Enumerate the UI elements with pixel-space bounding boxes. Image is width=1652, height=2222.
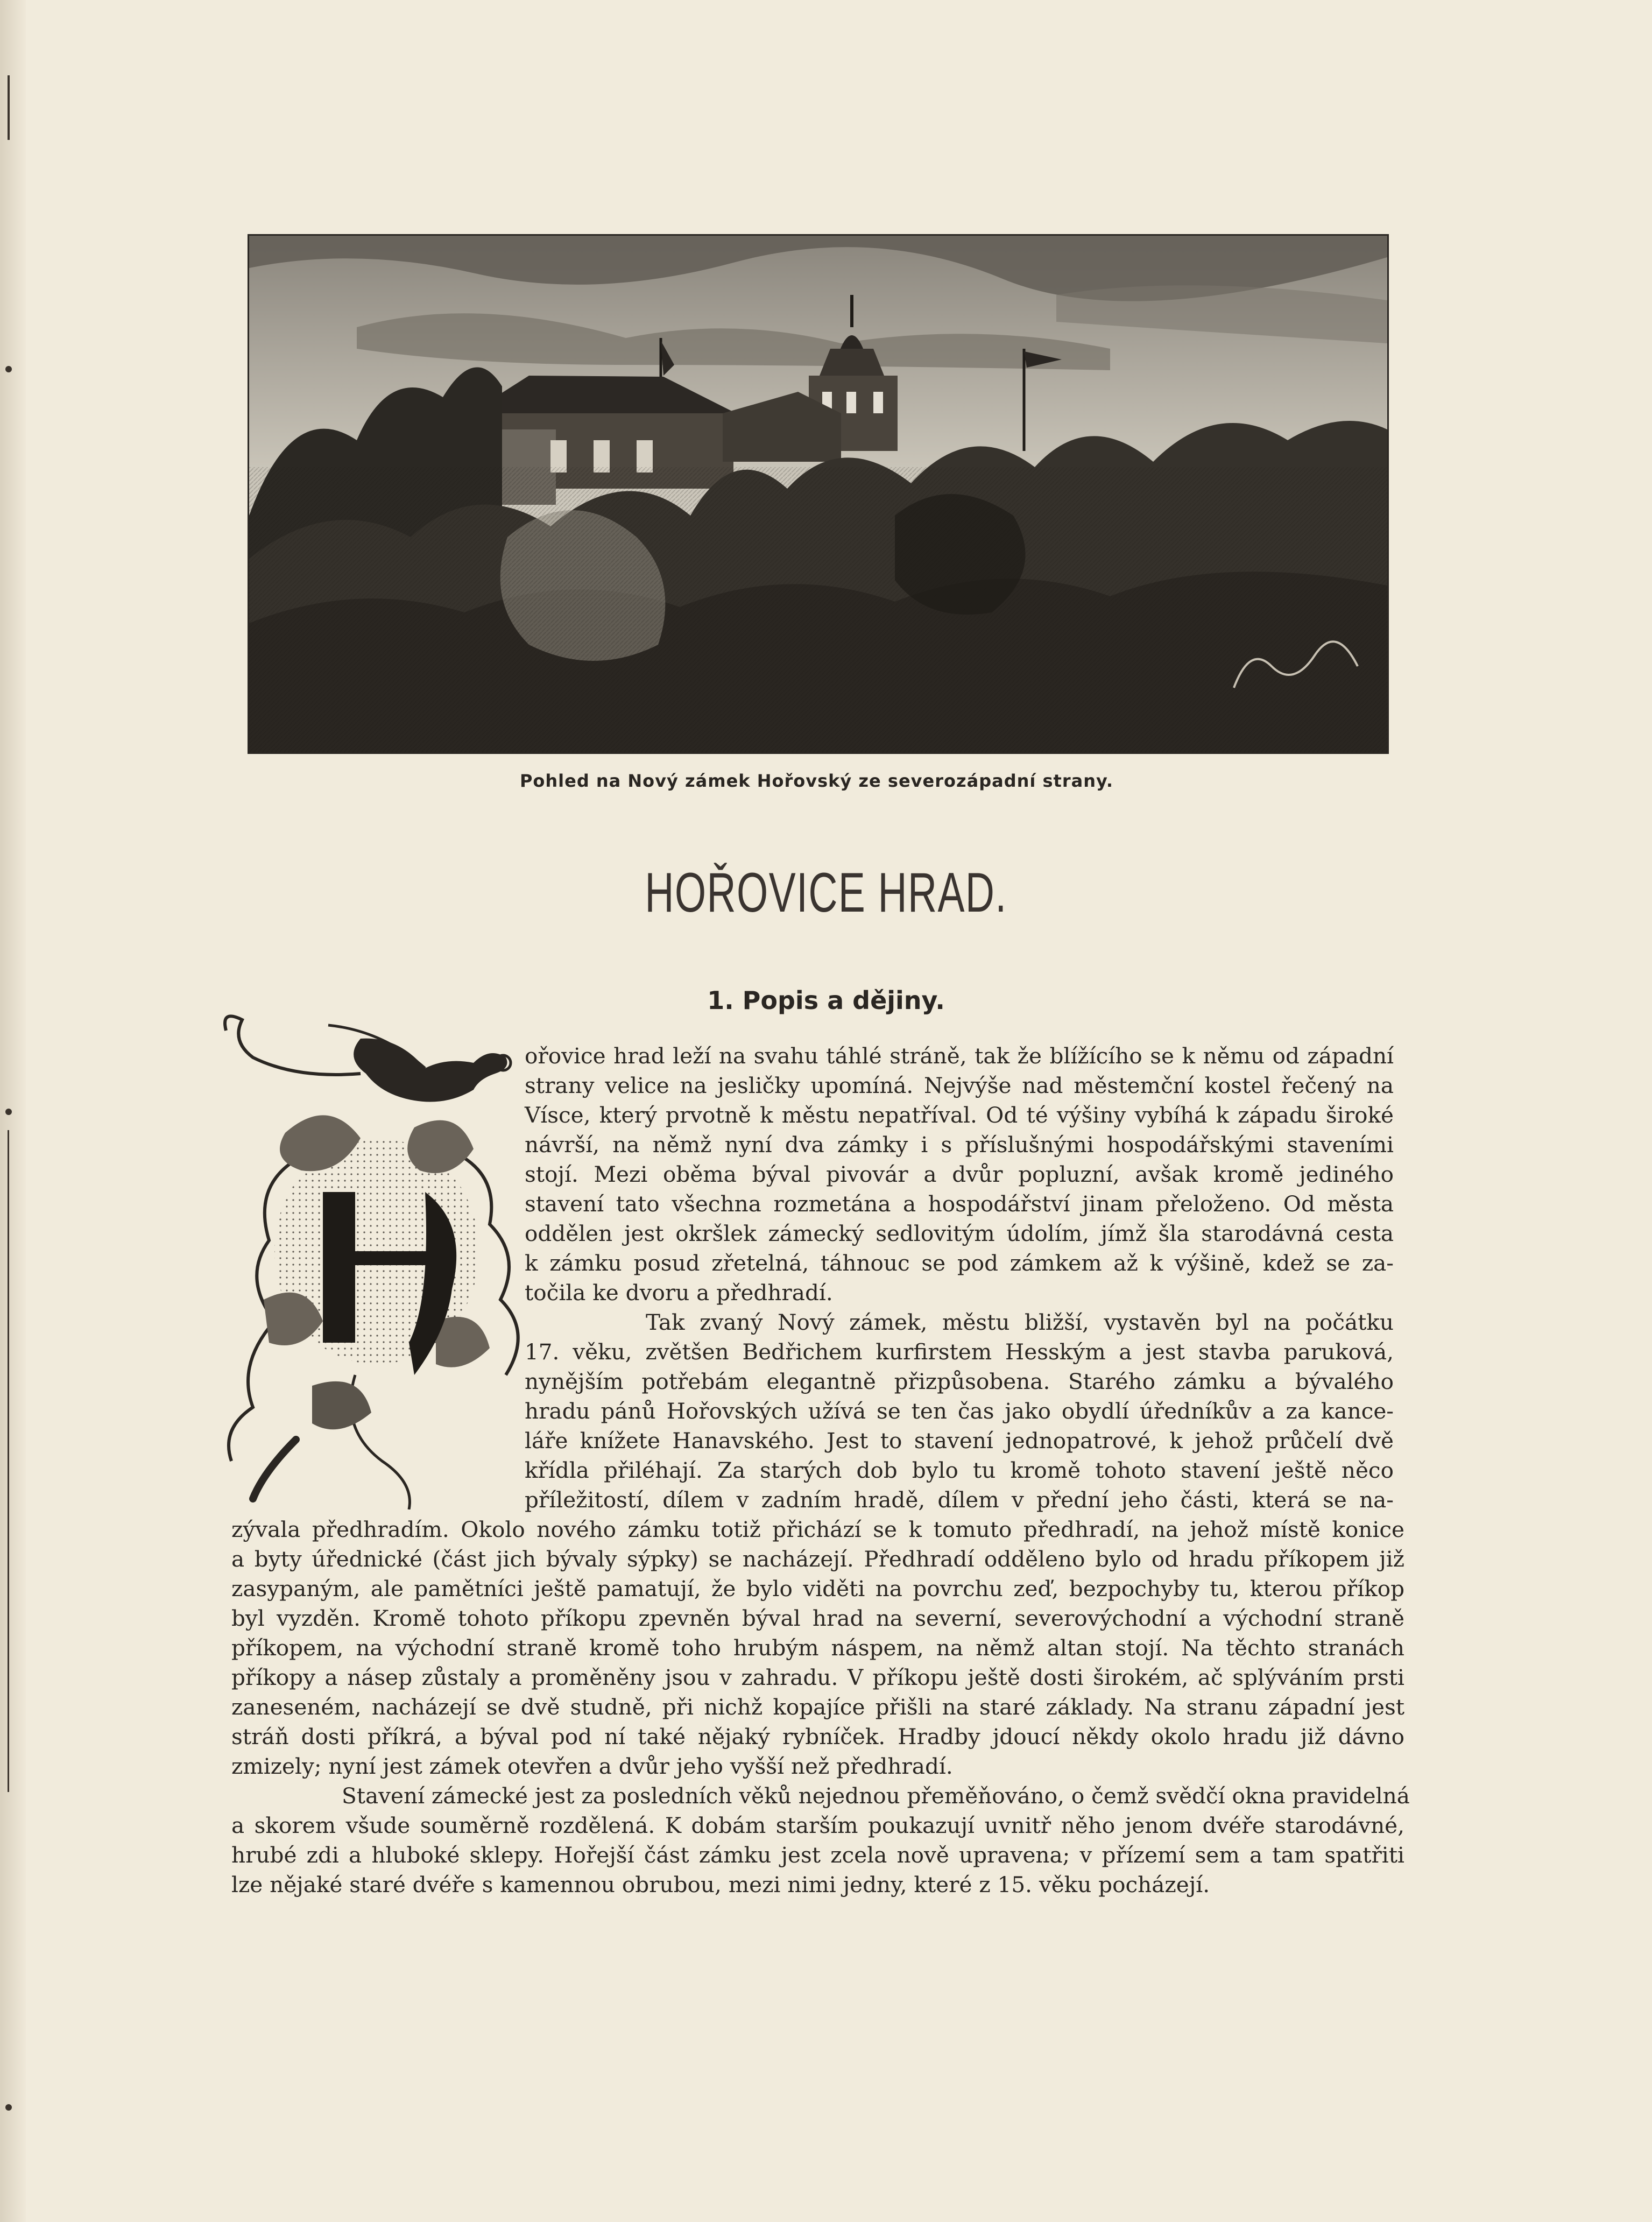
page-title: HOŘOVICE HRAD. — [645, 862, 1007, 924]
binding-mark — [8, 75, 10, 140]
text-line: stojí. Mezi oběma býval pivovár a dvůr popluzní, avšak kromě jediného — [525, 1161, 1394, 1187]
text-line: lze nějaké staré dvéře s kamennou obrubou, mezi nimi jedny, které z 15. věku pocházejí. — [231, 1872, 1210, 1897]
text-line: křídla přiléhají. Za starých dob bylo tu kromě tohoto stavení ještě něco — [525, 1457, 1394, 1483]
text-line: ořovice hrad leží na svahu táhlé stráně, tak že blížícího se k němu od západní — [525, 1043, 1394, 1069]
binding-mark — [8, 1130, 9, 1792]
text-line: zaneseném, nacházejí se dvě studně, při nichž kopajíce přišli na staré základy. Na stranu západní jest — [231, 1694, 1404, 1720]
text-line: příkopy a násep zůstaly a proměněny jsou v zahradu. V příkopu ještě dosti širokém, ač splýváním prsti — [231, 1664, 1404, 1690]
text-line: příležitostí, dílem v zadním hradě, dílem v přední jeho části, která se na- — [525, 1487, 1394, 1513]
section-heading: 1. Popis a dějiny. — [707, 986, 945, 1015]
castle-engraving-image — [249, 236, 1387, 752]
text-line: stavení tato všechna rozmetána a hospodářství jinam přeloženo. Od města — [525, 1191, 1394, 1217]
text-line: oddělen jest okršlek zámecký sedlovitým údolím, jímž šla starodávná cesta — [525, 1221, 1394, 1246]
ornamental-initial-h — [221, 998, 543, 1509]
text-line: Vísce, který prvotně k městu nepatříval. Od té výšiny vybíhá k západu široké — [525, 1102, 1394, 1128]
binding-dot — [5, 366, 12, 372]
page-edge — [0, 0, 26, 2222]
text-line: stráň dosti příkrá, a býval pod ní také nějaký rybníček. Hradby jdoucí někdy okolo hradu již dávno — [231, 1724, 1404, 1750]
text-line: nynějším potřebám elegantně přizpůsobena. Starého zámku a bývalého — [525, 1369, 1394, 1394]
text-line: a skorem všude souměrně rozdělená. K dobám starším poukazují uvnitř něho jenom dvéře starodávné, — [231, 1812, 1404, 1838]
text-line: byl vyzděn. Kromě tohoto příkopu zpevněn býval hrad na severní, severovýchodní a východní straně — [231, 1605, 1404, 1631]
text-line: 17. věku, zvětšen Bedřichem kurfirstem Hesským a jest stavba paruková, — [525, 1339, 1394, 1365]
binding-dot — [5, 1109, 12, 1115]
castle-engraving — [248, 234, 1389, 754]
drop-cap-initial — [221, 998, 543, 1509]
text-line: návrší, na němž nyní dva zámky i s příslušnými hospodářskými staveními — [525, 1132, 1394, 1158]
text-line: zmizely; nyní jest zámek otevřen a dvůr jeho vyšší než předhradí. — [231, 1753, 953, 1779]
text-line: hrubé zdi a hluboké sklepy. Hořejší část zámku jest zcela nově upravena; v přízemí sem a tam spatřiti — [231, 1842, 1404, 1868]
text-line: zasypaným, ale pamětníci ještě pamatují, že bylo viděti na povrchu zeď, bezpochyby tu, kterou příkop — [231, 1576, 1404, 1602]
text-line: hradu pánů Hořovských užívá se ten čas jako obydlí úředníkův a za kance- — [525, 1398, 1394, 1424]
figure-caption: Pohled na Nový zámek Hořovský ze severozápadní strany. — [519, 771, 1114, 791]
text-line: Tak zvaný Nový zámek, městu bližší, vystavěn byl na počátku — [646, 1309, 1394, 1335]
text-line: láře knížete Hanavského. Jest to stavení jednopatrové, k jehož průčelí dvě — [525, 1428, 1394, 1454]
text-line: a byty úřednické (část jich bývaly sýpky) se nacházejí. Předhradí odděleno bylo od hradu příkopem již — [231, 1546, 1404, 1572]
text-line: točila ke dvoru a předhradí. — [525, 1280, 833, 1306]
text-line: k zámku posud zřetelná, táhnouc se pod zámkem až k výšině, kdež se za- — [525, 1250, 1394, 1276]
text-line: příkopem, na východní straně kromě toho hrubým náspem, na němž altan stojí. Na těchto stranách — [231, 1635, 1404, 1661]
text-line: Stavení zámecké jest za posledních věků nejednou přeměňováno, o čemž svědčí okna pravidelná — [342, 1783, 1410, 1809]
binding-dot — [5, 2104, 12, 2111]
text-line: strany velice na jesličky upomíná. Nejvýše nad městemční kostel řečený na — [525, 1073, 1394, 1098]
text-line: zývala předhradím. Okolo nového zámku totiž přichází se k tomuto předhradí, na jehož místě konice — [231, 1516, 1404, 1542]
